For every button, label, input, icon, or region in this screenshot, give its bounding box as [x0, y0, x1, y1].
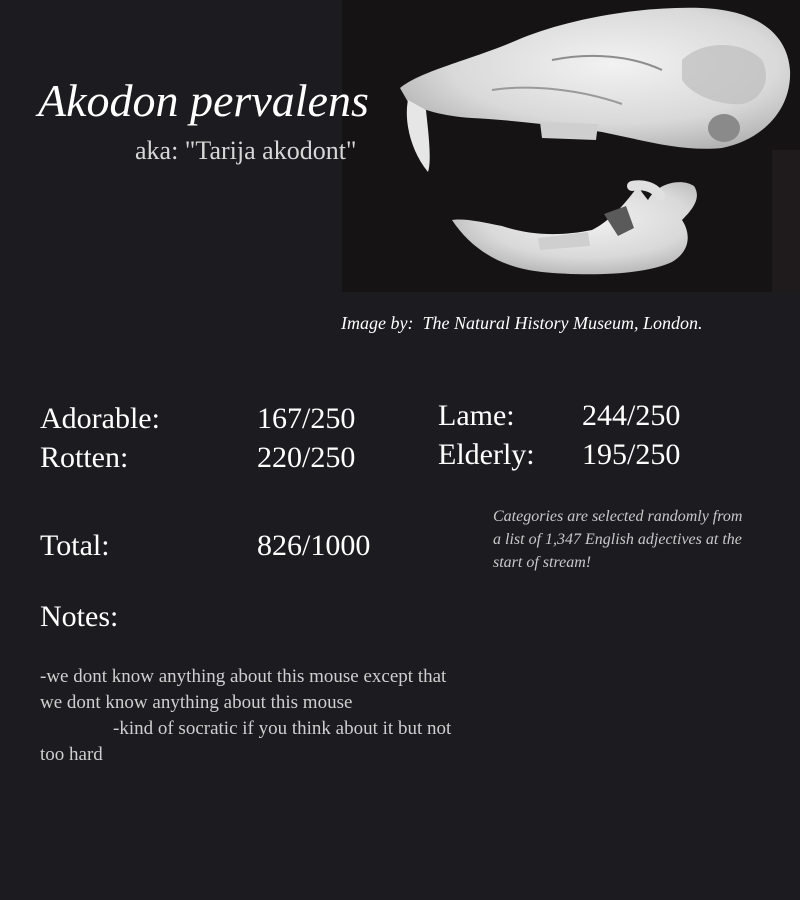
skull-photo	[342, 0, 800, 292]
notes-body	[40, 664, 510, 768]
notes-heading: Notes:	[40, 600, 119, 633]
stat-label-adorable: Adorable:	[40, 402, 160, 435]
stat-value-lame: 244/250	[582, 399, 681, 432]
stat-value-adorable: 167/250	[257, 402, 356, 435]
notes-line: too hard	[40, 744, 103, 765]
stat-label-elderly: Elderly:	[438, 438, 535, 471]
stat-value-total: 826/1000	[257, 529, 371, 562]
notes-line: -kind of socratic if you think about it but not	[113, 718, 452, 739]
species-title: Akodon pervalens	[38, 75, 369, 126]
image-credit: Image by: The Natural History Museum, London.	[341, 313, 703, 333]
stat-label-lame: Lame:	[438, 399, 515, 432]
notes-line: we dont know anything about this mouse	[40, 692, 353, 713]
category-disclaimer: Categories are selected randomly from a list of 1,347 English adjectives at the start of stream!	[493, 508, 743, 571]
stat-value-elderly: 195/250	[582, 438, 681, 471]
notes-line: -we dont know anything about this mouse except that	[40, 666, 447, 687]
stat-label-rotten: Rotten:	[40, 441, 129, 474]
stat-label-total: Total:	[40, 529, 110, 562]
common-name: aka: "Tarija akodont"	[135, 136, 357, 165]
stat-value-rotten: 220/250	[257, 441, 356, 474]
skull-photo-icon	[342, 0, 800, 292]
